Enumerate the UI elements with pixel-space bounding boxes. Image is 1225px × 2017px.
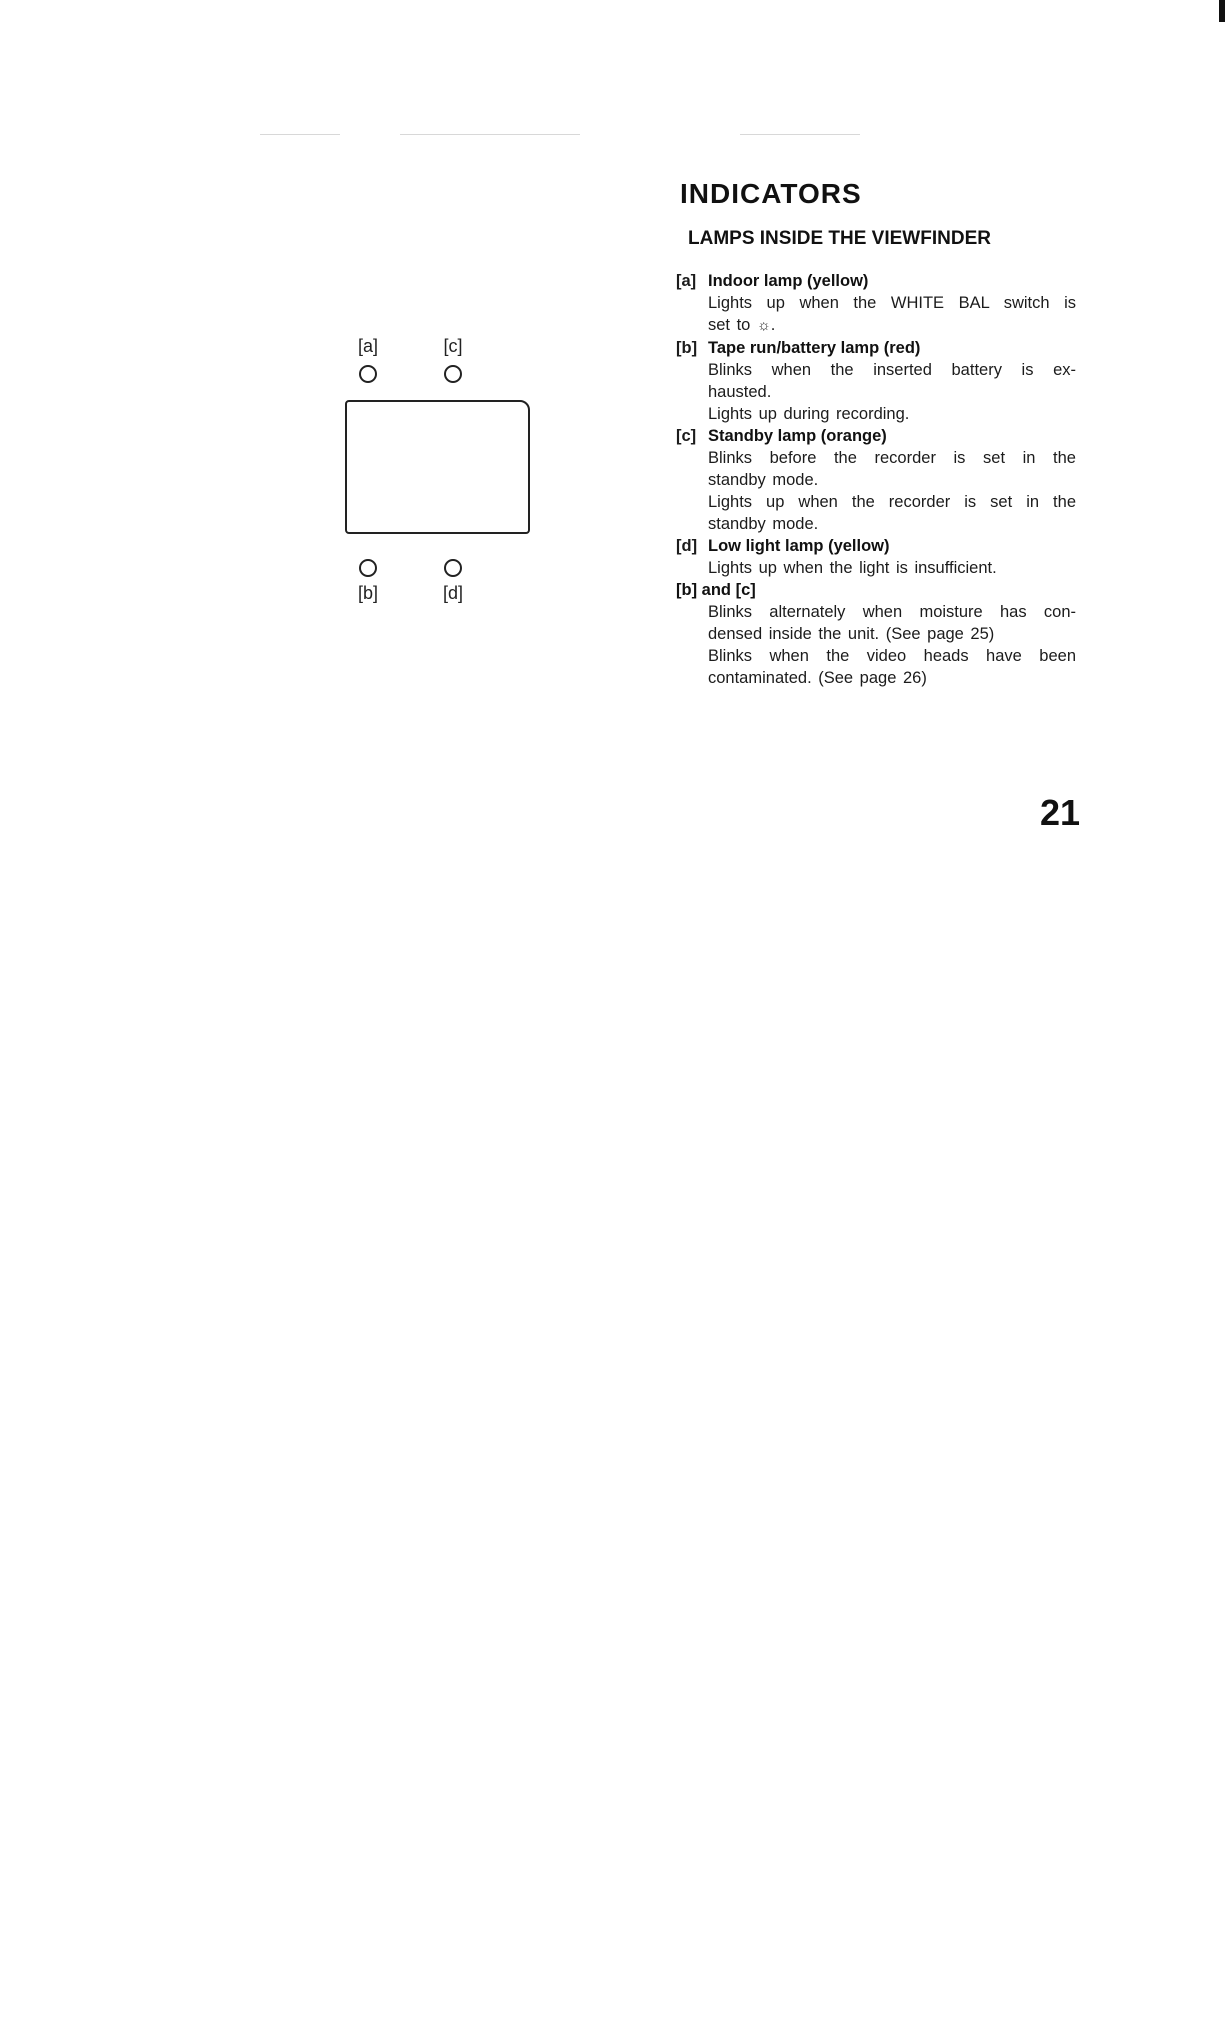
entry-key: [d]	[676, 537, 698, 555]
viewfinder-diagram	[340, 330, 540, 610]
viewfinder-screen	[345, 400, 530, 534]
entry-key: [c]	[676, 427, 697, 445]
entry-line-punct: .	[770, 316, 776, 334]
lamp-label-b: [b]	[357, 583, 378, 603]
entry-tape-run-battery-lamp	[676, 337, 1076, 425]
entry-heading: [b] and [c]	[676, 581, 756, 599]
scan-artifact	[400, 134, 580, 135]
scan-artifact	[260, 134, 340, 135]
entry-line: Blinks when the inserted battery is ex-	[708, 361, 1076, 379]
entry-line: hausted.	[708, 383, 772, 401]
lamp-entries	[676, 270, 1076, 689]
lamp-c-indicator	[444, 365, 462, 383]
entry-line: standby mode.	[708, 471, 819, 489]
entry-b-and-c	[676, 579, 1076, 689]
lamp-a-indicator	[359, 365, 377, 383]
entry-line: standby mode.	[708, 515, 819, 533]
lamp-d-indicator	[444, 559, 462, 577]
entry-line: Lights up during recording.	[708, 405, 910, 423]
page-number: 21	[1040, 792, 1081, 833]
entry-heading: Indoor lamp (yellow)	[708, 272, 869, 290]
lamp-label-d: [d]	[442, 583, 463, 603]
entry-line: Lights up when the light is insufficient.	[708, 559, 997, 577]
entry-indoor-lamp	[676, 270, 1076, 337]
lamp-label-a: [a]	[357, 336, 378, 356]
entry-line: Lights up when the WHITE BAL switch is	[708, 294, 1076, 312]
entry-line: Blinks alternately when moisture has con-	[708, 603, 1076, 621]
entry-heading: Tape run/battery lamp (red)	[708, 339, 921, 357]
page-edge-mark	[1219, 0, 1225, 22]
entry-standby-lamp	[676, 425, 1076, 535]
entry-key: [b]	[676, 339, 698, 357]
entry-low-light-lamp	[676, 535, 1076, 579]
scan-artifact	[740, 134, 860, 135]
entry-line: densed inside the unit. (See page 25)	[708, 625, 995, 643]
entry-line: Blinks when the video heads have been	[708, 647, 1076, 665]
entry-line: Blinks before the recorder is set in the	[708, 449, 1076, 467]
entry-line: contaminated. (See page 26)	[708, 669, 927, 687]
lamp-label-c: [c]	[443, 336, 463, 356]
entry-heading: Standby lamp (orange)	[708, 427, 887, 445]
entry-key: [a]	[676, 272, 697, 290]
indicators-section	[676, 178, 1076, 689]
entry-heading: Low light lamp (yellow)	[708, 537, 890, 555]
entry-line-text: set to	[708, 316, 751, 334]
section-title: LAMPS INSIDE THE VIEWFINDER	[688, 228, 991, 249]
page-title: INDICATORS	[680, 178, 862, 209]
indoor-light-icon: ☼	[756, 317, 771, 334]
lamp-b-indicator	[359, 559, 377, 577]
entry-line: Lights up when the recorder is set in the	[708, 493, 1076, 511]
entry-line	[708, 314, 1076, 337]
